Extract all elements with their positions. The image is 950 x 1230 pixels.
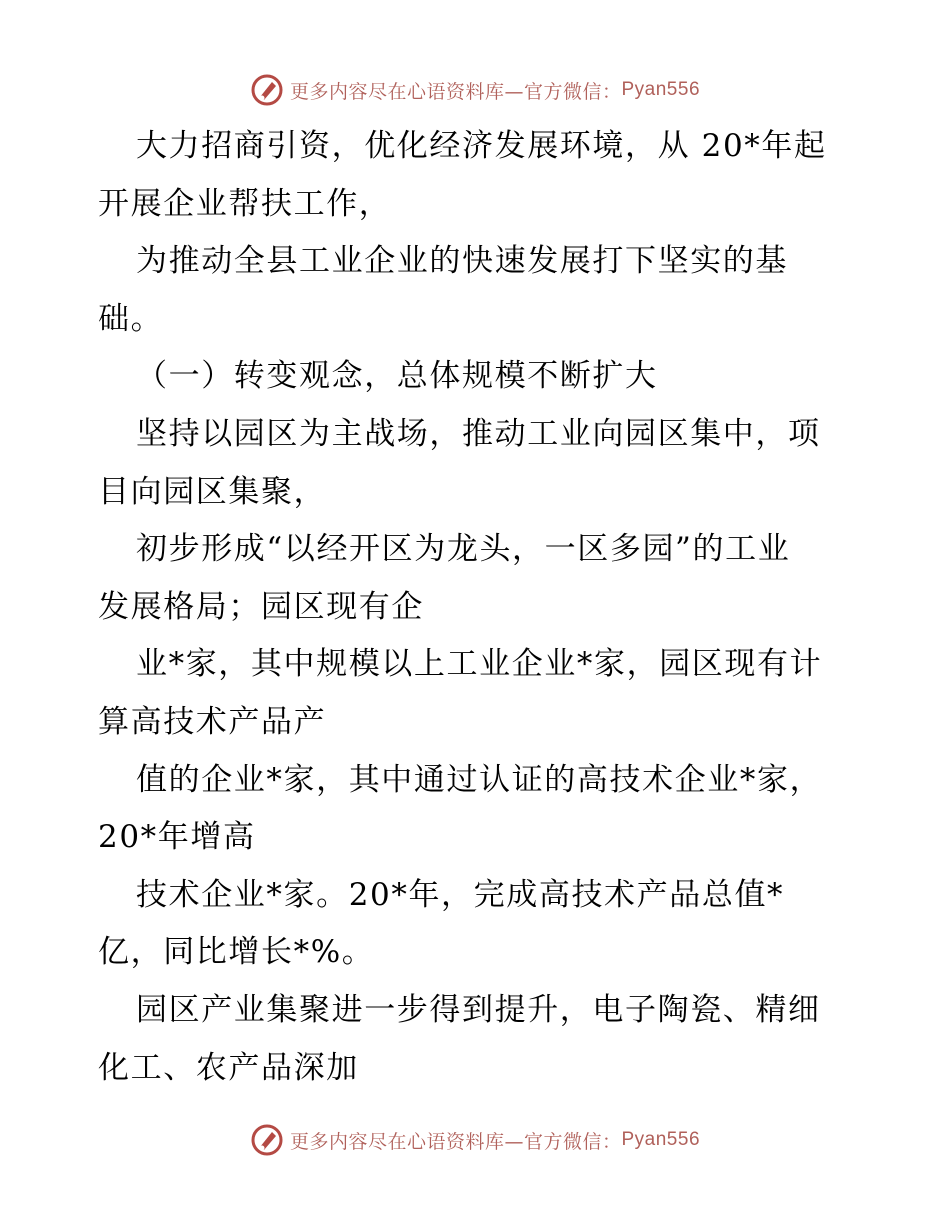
paragraph-line: 初步形成“以经开区为龙头，一区多园”的工业 bbox=[136, 531, 791, 568]
paragraph-line: 大力招商引资，优化经济发展环境，从 20*年起 bbox=[136, 128, 827, 164]
paragraph-line: 亿，同比增长*%。 bbox=[98, 934, 375, 971]
paragraph-line: 目向园区集聚， bbox=[98, 473, 327, 510]
document-body bbox=[98, 118, 868, 1097]
paragraph-line: 技术企业*家。20*年，完成高技术产品总值* bbox=[136, 876, 785, 913]
paragraph-line: 20*年增高 bbox=[98, 819, 256, 856]
paragraph-line: 算高技术产品产 bbox=[98, 703, 327, 740]
paragraph-line: 值的企业*家，其中通过认证的高技术企业*家， bbox=[136, 761, 823, 798]
paragraph-line: 础。 bbox=[98, 300, 164, 337]
footer-banner-text: 更多内容尽在心语资料库—官方微信： bbox=[289, 1130, 622, 1153]
header-wechat-id: Pyan556 bbox=[621, 79, 701, 100]
footer-banner bbox=[0, 1120, 950, 1160]
paragraph-line: 业*家，其中规模以上工业企业*家，园区现有计 bbox=[136, 646, 823, 683]
paragraph-line: 坚持以园区为主战场，推动工业向园区集中，项 bbox=[136, 415, 821, 452]
header-banner-text: 更多内容尽在心语资料库—官方微信： bbox=[289, 80, 622, 103]
paragraph-line: 为推动全县工业企业的快速发展打下坚实的基 bbox=[136, 243, 788, 280]
footer-wechat-id: Pyan556 bbox=[621, 1129, 701, 1150]
paragraph-line: 发展格局；园区现有企 bbox=[98, 588, 424, 625]
pen-nib-circle-icon bbox=[250, 1123, 284, 1157]
pen-nib-circle-icon bbox=[250, 73, 284, 107]
paragraph-line: 开展企业帮扶工作， bbox=[98, 185, 392, 222]
section-heading: （一）转变观念，总体规模不断扩大 bbox=[136, 358, 658, 395]
paragraph-line: 化工、农产品深加 bbox=[98, 1049, 359, 1086]
header-banner bbox=[0, 70, 950, 110]
paragraph-line: 园区产业集聚进一步得到提升，电子陶瓷、精细 bbox=[136, 991, 821, 1028]
